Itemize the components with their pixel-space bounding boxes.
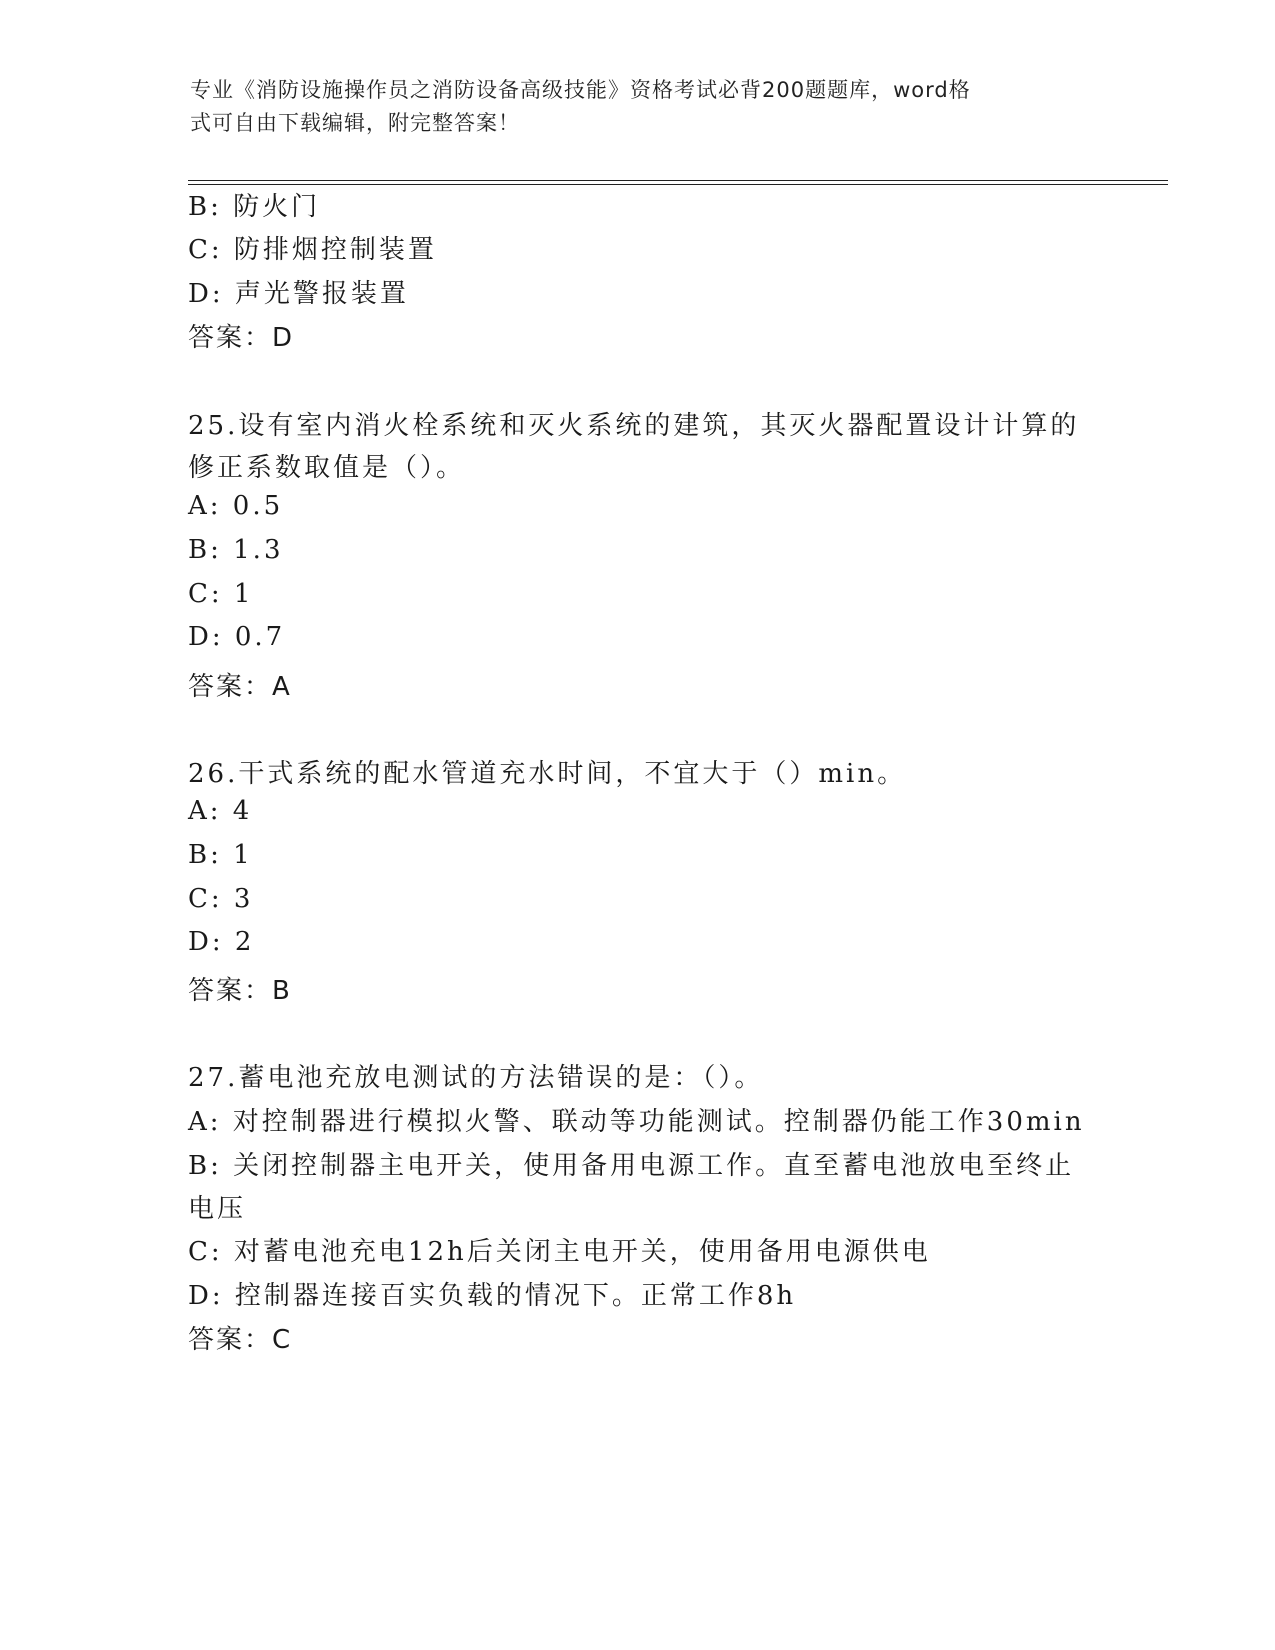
q26-option-d: D: 2 (188, 927, 255, 957)
header-divider (188, 180, 1168, 185)
q24-option-c: C: 防排烟控制装置 (188, 235, 437, 265)
q26-option-c: C: 3 (188, 884, 254, 914)
header-title-line-2: 式可自由下载编辑，附完整答案！ (190, 111, 520, 135)
q25-option-c: C: 1 (188, 579, 254, 609)
document-header (190, 74, 1090, 140)
q26-stem: 26.干式系统的配水管道充水时间，不宜大于（）min。 (188, 759, 907, 789)
q25-option-a: A: 0.5 (188, 491, 284, 521)
q27-option-b-line-2: 电压 (188, 1194, 247, 1224)
q24-answer: 答案：D (188, 323, 295, 353)
q25-option-d: D: 0.7 (188, 622, 286, 652)
q27-option-c: C: 对蓄电池充电12h后关闭主电开关，使用备用电源供电 (188, 1237, 931, 1267)
q24-option-b: B: 防火门 (188, 192, 321, 222)
header-title-line-1: 专业《消防设施操作员之消防设备高级技能》资格考试必背200题题库，word格 (190, 78, 971, 102)
q26-option-a: A: 4 (188, 796, 253, 826)
q27-option-a: A: 对控制器进行模拟火警、联动等功能测试。控制器仍能工作30min (188, 1107, 1085, 1137)
q27-option-d: D: 控制器连接百实负载的情况下。正常工作8h (188, 1281, 797, 1311)
q25-stem-line-1: 25.设有室内消火栓系统和灭火系统的建筑，其灭火器配置设计计算的 (188, 411, 1080, 441)
q26-answer: 答案：B (188, 976, 292, 1006)
q26-option-b: B: 1 (188, 840, 253, 870)
q27-option-b-line-1: B: 关闭控制器主电开关，使用备用电源工作。直至蓄电池放电至终止 (188, 1151, 1075, 1181)
q27-stem: 27.蓄电池充放电测试的方法错误的是：（）。 (188, 1063, 764, 1093)
q25-stem-line-2: 修正系数取值是（）。 (188, 453, 466, 483)
q25-option-b: B: 1.3 (188, 535, 284, 565)
q27-answer: 答案：C (188, 1325, 293, 1355)
q25-answer: 答案：A (188, 672, 292, 702)
q24-option-d: D: 声光警报装置 (188, 279, 409, 309)
